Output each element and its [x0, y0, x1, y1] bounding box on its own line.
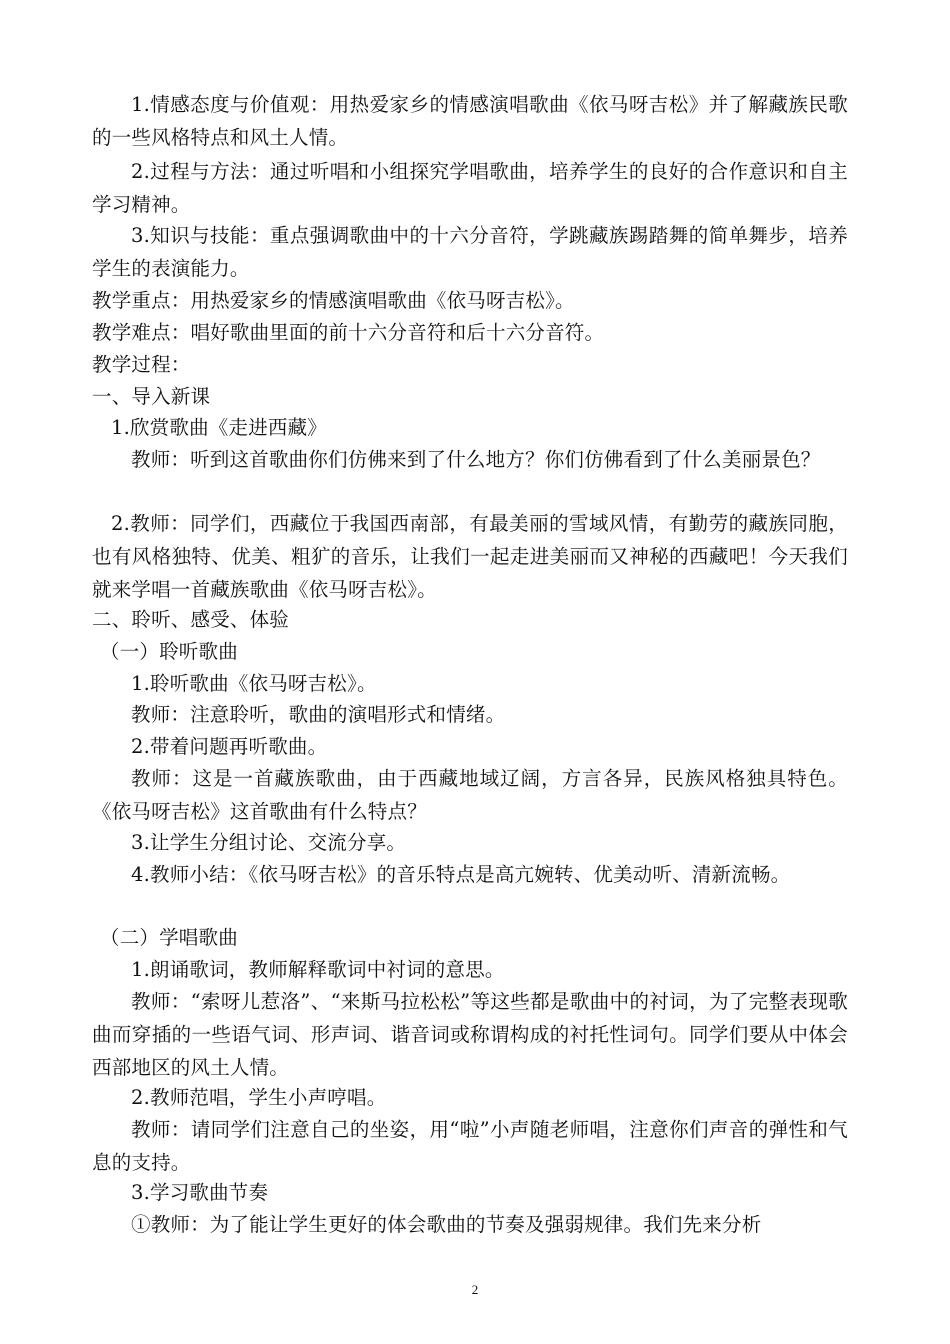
teacher-dialogue: 教师：听到这首歌曲你们仿佛来到了什么地方？你们仿佛看到了什么美丽景色？	[131, 448, 821, 471]
teacher-dialogue: 教师：请同学们注意自己的坐姿，用“啦”小声随老师唱，注意你们声音的弹性和气息的支持。	[92, 1118, 848, 1174]
list-item: 1.聆听歌曲《依马呀吉松》。	[131, 672, 377, 695]
teacher-dialogue: ①教师：为了能让学生更好的体会歌曲的节奏及强弱规律。我们先来分析	[131, 1213, 762, 1236]
list-item: 1.朗诵歌词，教师解释歌词中衬词的意思。	[131, 958, 505, 981]
teaching-difficulty: 教学难点：唱好歌曲里面的前十六分音符和后十六分音符。	[92, 321, 605, 344]
section-heading-1: 一、导入新课	[92, 385, 211, 408]
teacher-dialogue: 教师：“索呀儿惹洛”、“来斯马拉松松”等这些都是歌曲中的衬词，为了完整表现歌曲而穿插的一些语气词、形声词、谐音词或称谓构成的衬托性词句。同学们要从中体会西部地区的风土人情。	[92, 990, 848, 1079]
subsection-heading-1: （一）聆听歌曲	[100, 640, 238, 663]
teacher-dialogue: 教师：这是一首藏族歌曲，由于西藏地域辽阔，方言各异，民族风格独具特色。《依马呀吉松》这首歌曲有什么特点？	[92, 767, 848, 823]
page-number: 2	[471, 1282, 479, 1297]
list-item: 2.带着问题再听歌曲。	[131, 735, 328, 758]
list-item: 3.学习歌曲节奏	[131, 1181, 269, 1204]
list-item: 4.教师小结：《依马呀吉松》的音乐特点是高亢婉转、优美动听、清新流畅。	[131, 863, 791, 886]
objective-emotion: 1.情感态度与价值观：用热爱家乡的情感演唱歌曲《依马呀吉松》并了解藏族民歌的一些风格特点和风土人情。	[92, 93, 848, 149]
teaching-process-heading: 教学过程：	[92, 353, 191, 376]
objective-knowledge: 3.知识与技能：重点强调歌曲中的十六分音符，学跳藏族踢踏舞的简单舞步，培养学生的表演能力。	[92, 224, 848, 280]
teaching-focus: 教学重点：用热爱家乡的情感演唱歌曲《依马呀吉松》。	[92, 289, 575, 312]
list-item: 3.让学生分组讨论、交流分享。	[131, 831, 407, 854]
subsection-heading-2: （二）学唱歌曲	[100, 926, 238, 949]
list-item: 1.欣赏歌曲《走进西藏》	[111, 416, 328, 439]
objective-process: 2.过程与方法：通过听唱和小组探究学唱歌曲，培养学生的良好的合作意识和自主学习精神。	[92, 160, 848, 216]
list-item: 2.教师范唱，学生小声哼唱。	[131, 1086, 387, 1109]
teacher-dialogue: 教师：注意聆听，歌曲的演唱形式和情绪。	[131, 703, 506, 726]
section-heading-2: 二、聆听、感受、体验	[92, 608, 290, 631]
teacher-dialogue: 2.教师：同学们，西藏位于我国西南部，有最美丽的雪域风情，有勤劳的藏族同胞，也有风格独特、优美、粗犷的音乐，让我们一起走进美丽而又神秘的西藏吧！今天我们就来学唱一首藏族歌曲《依马呀吉松》。	[92, 512, 848, 601]
